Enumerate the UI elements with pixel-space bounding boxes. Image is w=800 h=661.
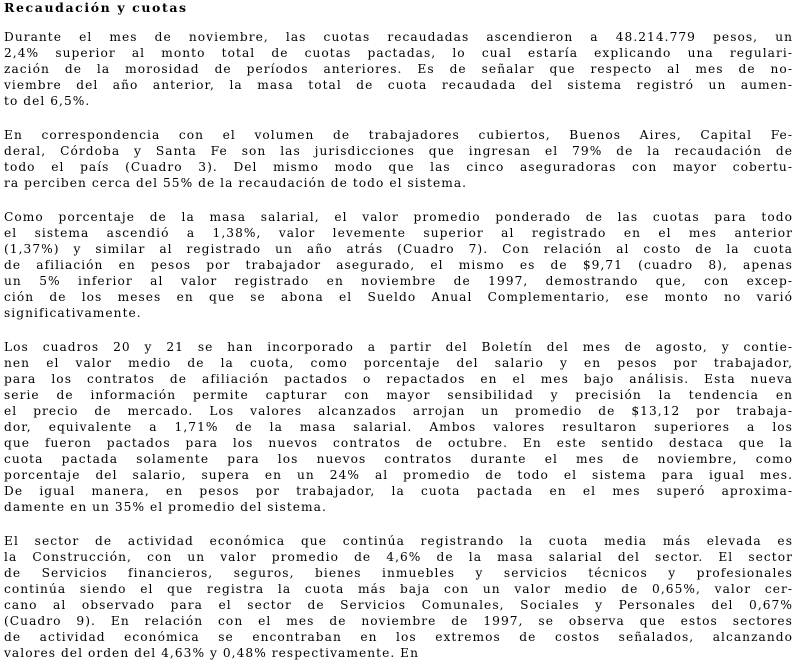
text-line: Los cuadros 20 y 21 se han incorporado a partir del Boletín del mes de agosto, y contie- <box>4 340 793 354</box>
text-line: continúa siendo el que registra la cuota más baja con un valor medio de 0,65%, valor cer- <box>4 582 793 596</box>
paragraph-recaudacion-noviembre <box>4 29 793 109</box>
paragraph-masa-salarial <box>4 209 793 321</box>
title-spacer <box>4 16 793 29</box>
text-line: 2,4% superior al monto total de cuotas pactadas, lo cual estaría explicando una regulari- <box>4 46 793 60</box>
text-line: zación de la morosidad de períodos anteriores. Es de señalar que respecto al mes de no- <box>4 62 793 76</box>
text-line: el precio de mercado. Los valores alcanzados arrojan un promedio de $13,12 por trabaja- <box>4 404 793 418</box>
text-line: dor, equivalente a 1,71% de la masa salarial. Ambos valores resultaron superiores a los <box>4 420 793 434</box>
text-line: serie de información permite capturar con mayor sensibilidad y precisión la tendencia en <box>4 388 793 402</box>
text-line: valores del orden del 4,63% y 0,48% respectivamente. En <box>4 646 420 660</box>
text-line: viembre del año anterior, la masa total de cuota recaudada del sistema registró un aumen- <box>4 78 793 92</box>
text-line: damente en un 35% el promedio del sistema. <box>4 500 327 514</box>
section-title: Recaudación y cuotas <box>4 0 188 15</box>
paragraph-sector-actividad <box>4 533 793 661</box>
text-line: nen el valor medio de la cuota, como porcentaje del salario y en pesos por trabajador, <box>4 356 793 370</box>
text-line: un 5% inferior al valor registrado en noviembre de 1997, demostrando que, con excep- <box>4 274 793 288</box>
paragraph-cuadros-20-21 <box>4 339 793 515</box>
text-line: todo el país (Cuadro 3). Del mismo modo que las cinco aseguradoras con mayor cobertu- <box>4 160 793 174</box>
text-line: cano al observado para el sector de Servicios Comunales, Sociales y Personales del 0,67% <box>4 598 793 612</box>
text-line: Durante el mes de noviembre, las cuotas recaudadas ascendieron a 48.214.779 pesos, un <box>4 30 793 44</box>
text-line: que fueron pactados para los nuevos contratos de octubre. En este sentido destaca que la <box>4 436 793 450</box>
text-line: el sistema ascendió a 1,38%, valor levemente superior al registrado en el mes anterior <box>4 226 793 240</box>
text-line: El sector de actividad económica que continúa registrando la cuota media más elevada es <box>4 534 793 548</box>
text-line: significativamente. <box>4 306 142 320</box>
document-page <box>4 0 793 660</box>
text-line: la Construcción, con un valor promedio de 4,6% de la masa salarial del sector. El sector <box>4 550 793 564</box>
text-line: cuota pactada solamente para los nuevos contratos durante el mes de noviembre, como <box>4 452 793 466</box>
text-line: De igual manera, en pesos por trabajador, la cuota pactada en el mes superó aproxima- <box>4 484 793 498</box>
text-line: (Cuadro 9). En relación con el mes de noviembre de 1997, se observa que estos sectores <box>4 614 793 628</box>
text-line: para los contratos de afiliación pactados o repactados en el mes bajo análisis. Esta nueva <box>4 372 793 386</box>
text-line: ción de los meses en que se abona el Sueldo Anual Complementario, ese monto no varió <box>4 290 793 304</box>
text-line: Como porcentaje de la masa salarial, el valor promedio ponderado de las cuotas para todo <box>4 210 793 224</box>
text-line: porcentaje del salario, supera en un 24% al promedio de todo el sistema para igual mes. <box>4 468 793 482</box>
paragraph-spacer <box>4 109 793 127</box>
text-line: ra perciben cerca del 55% de la recaudación de todo el sistema. <box>4 176 468 190</box>
paragraph-jurisdicciones <box>4 127 793 191</box>
paragraph-spacer <box>4 515 793 533</box>
text-line: deral, Córdoba y Santa Fe son las jurisdicciones que ingresan el 79% de la recaudación de <box>4 144 793 158</box>
text-line: (1,37%) y similar al registrado un año atrás (Cuadro 7). Con relación al costo de la cuota <box>4 242 793 256</box>
text-line: de afiliación en pesos por trabajador asegurado, el mismo es de $9,71 (cuadro 8), apenas <box>4 258 793 272</box>
text-line: En correspondencia con el volumen de trabajadores cubiertos, Buenos Aires, Capital Fe- <box>4 128 793 142</box>
text-line: de actividad económica se encontraban en los extremos de costos señalados, alcanzando <box>4 630 793 644</box>
text-line: de Servicios financieros, seguros, bienes inmuebles y servicios técnicos y profesionales <box>4 566 793 580</box>
paragraph-spacer <box>4 191 793 209</box>
paragraph-spacer <box>4 321 793 339</box>
text-line: to del 6,5%. <box>4 94 91 108</box>
